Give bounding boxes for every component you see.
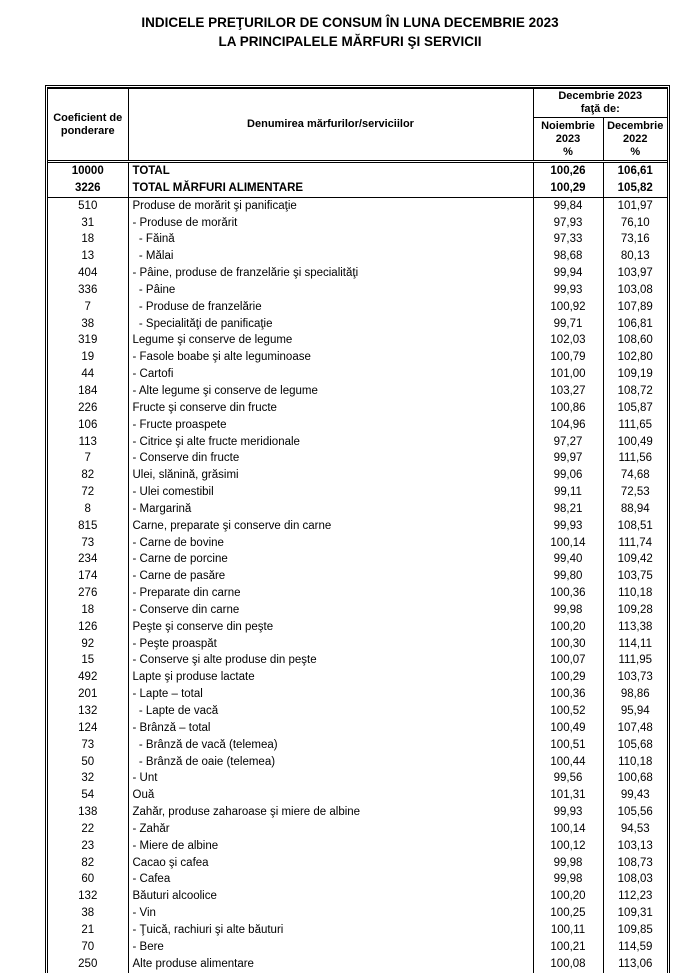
name-cell: - Brânză de vacă (telemea): [128, 737, 533, 754]
dec-value-cell: 100,68: [603, 770, 667, 787]
table-row: [48, 568, 667, 585]
dec-value-cell: 113,38: [603, 619, 667, 636]
dec-value-cell: 101,97: [603, 197, 667, 214]
weight-cell: 106: [48, 417, 128, 434]
nov-value-cell: 100,11: [533, 922, 603, 939]
table-row: [48, 905, 667, 922]
name-cell: - Fructe proaspete: [128, 417, 533, 434]
nov-value-cell: 100,36: [533, 686, 603, 703]
weight-cell: 38: [48, 316, 128, 333]
weight-cell: 18: [48, 602, 128, 619]
table-row: [48, 231, 667, 248]
nov-value-cell: 100,21: [533, 939, 603, 956]
dec-value-cell: 103,13: [603, 838, 667, 855]
table-row: [48, 265, 667, 282]
dec-header-line-1: Decembrie: [607, 119, 664, 132]
weight-cell: 72: [48, 484, 128, 501]
weight-cell: 32: [48, 770, 128, 787]
table-row: [48, 248, 667, 265]
weight-cell: 44: [48, 366, 128, 383]
table-row: [48, 636, 667, 653]
dec-value-cell: 109,31: [603, 905, 667, 922]
nov-value-cell: 99,93: [533, 804, 603, 821]
name-cell: - Peşte proaspăt: [128, 636, 533, 653]
nov-header-line-2: 2023: [555, 132, 581, 145]
nov-value-cell: 100,20: [533, 619, 603, 636]
weight-cell: 38: [48, 905, 128, 922]
weight-cell: 234: [48, 551, 128, 568]
table-row: [48, 215, 667, 232]
name-cell: Ulei, slănină, grăsimi: [128, 467, 533, 484]
dec-value-cell: 105,68: [603, 737, 667, 754]
nov-value-cell: 100,26: [533, 162, 603, 180]
name-cell: - Pâine, produse de franzelărie şi specialităţi: [128, 265, 533, 282]
nov-value-cell: 99,98: [533, 602, 603, 619]
table-row: [48, 871, 667, 888]
nov-value-cell: 100,36: [533, 585, 603, 602]
nov-value-cell: 99,71: [533, 316, 603, 333]
table-row: [48, 366, 667, 383]
nov-value-cell: 99,84: [533, 197, 603, 214]
weight-cell: 15: [48, 652, 128, 669]
dec-value-cell: 113,06: [603, 956, 667, 973]
weight-cell: 31: [48, 215, 128, 232]
table-row: [48, 888, 667, 905]
dec-value-cell: 105,56: [603, 804, 667, 821]
name-cell: - Lapte – total: [128, 686, 533, 703]
dec-value-cell: 107,89: [603, 299, 667, 316]
weight-cell: 21: [48, 922, 128, 939]
name-cell: - Ţuică, rachiuri şi alte băuturi: [128, 922, 533, 939]
nov-value-cell: 97,33: [533, 231, 603, 248]
weight-cell: 60: [48, 871, 128, 888]
weight-cell: 82: [48, 467, 128, 484]
dec-value-cell: 103,08: [603, 282, 667, 299]
name-cell: - Carne de bovine: [128, 535, 533, 552]
weight-cell: 3226: [48, 180, 128, 197]
dec-value-cell: 111,65: [603, 417, 667, 434]
weight-cell: 92: [48, 636, 128, 653]
table-row: [48, 821, 667, 838]
name-cell: - Produse de franzelărie: [128, 299, 533, 316]
nov-value-cell: 99,94: [533, 265, 603, 282]
nov-value-cell: 100,07: [533, 652, 603, 669]
table-row: [48, 332, 667, 349]
dec-value-cell: 111,74: [603, 535, 667, 552]
dec-value-cell: 108,73: [603, 855, 667, 872]
nov-value-cell: 99,93: [533, 282, 603, 299]
table-row: [48, 669, 667, 686]
dec-column-header: [603, 118, 667, 162]
nov-value-cell: 100,92: [533, 299, 603, 316]
weight-cell: 492: [48, 669, 128, 686]
name-cell: TOTAL: [128, 162, 533, 180]
name-cell: - Vin: [128, 905, 533, 922]
nov-value-cell: 99,97: [533, 450, 603, 467]
weight-cell: 138: [48, 804, 128, 821]
table-row: [48, 197, 667, 214]
table-body: [48, 162, 667, 973]
dec-value-cell: 108,03: [603, 871, 667, 888]
weight-cell: 174: [48, 568, 128, 585]
name-cell: Peşte şi conserve din peşte: [128, 619, 533, 636]
table-row: [48, 400, 667, 417]
nov-value-cell: 104,96: [533, 417, 603, 434]
nov-value-cell: 99,98: [533, 871, 603, 888]
nov-value-cell: 99,40: [533, 551, 603, 568]
nov-value-cell: 100,25: [533, 905, 603, 922]
name-column-header: [128, 89, 533, 162]
weight-cell: 510: [48, 197, 128, 214]
table-row: [48, 162, 667, 180]
table-row: [48, 652, 667, 669]
weight-cell: 82: [48, 855, 128, 872]
dec-value-cell: 103,73: [603, 669, 667, 686]
dec-value-cell: 95,94: [603, 703, 667, 720]
table-row: [48, 349, 667, 366]
table-row: [48, 180, 667, 197]
page-title: [0, 13, 700, 51]
nov-header-line-3: %: [563, 145, 573, 158]
table-row: [48, 703, 667, 720]
dec-value-cell: 105,87: [603, 400, 667, 417]
weight-cell: 18: [48, 231, 128, 248]
weight-cell: 13: [48, 248, 128, 265]
weight-cell: 54: [48, 787, 128, 804]
dec-value-cell: 102,80: [603, 349, 667, 366]
dec-value-cell: 108,60: [603, 332, 667, 349]
name-cell: - Făină: [128, 231, 533, 248]
title-line-1: INDICELE PREŢURILOR DE CONSUM ÎN LUNA DECEMBRIE 2023: [141, 15, 559, 30]
dec-value-cell: 114,59: [603, 939, 667, 956]
dec-value-cell: 98,86: [603, 686, 667, 703]
name-cell: - Lapte de vacă: [128, 703, 533, 720]
nov-value-cell: 99,93: [533, 518, 603, 535]
period-group-header: [533, 89, 667, 118]
name-cell: - Carne de porcine: [128, 551, 533, 568]
dec-value-cell: 94,53: [603, 821, 667, 838]
weight-column-header: [48, 89, 128, 162]
nov-value-cell: 100,86: [533, 400, 603, 417]
table-row: [48, 838, 667, 855]
weight-cell: 124: [48, 720, 128, 737]
weight-cell: 336: [48, 282, 128, 299]
nov-value-cell: 99,80: [533, 568, 603, 585]
nov-value-cell: 100,44: [533, 754, 603, 771]
table-row: [48, 619, 667, 636]
name-cell: - Miere de albine: [128, 838, 533, 855]
weight-cell: 7: [48, 299, 128, 316]
weight-cell: 8: [48, 501, 128, 518]
nov-value-cell: 100,52: [533, 703, 603, 720]
dec-value-cell: 72,53: [603, 484, 667, 501]
dec-header-line-3: %: [630, 145, 641, 158]
table-row: [48, 939, 667, 956]
table-row: [48, 754, 667, 771]
dec-value-cell: 114,11: [603, 636, 667, 653]
table-row: [48, 855, 667, 872]
weight-cell: 113: [48, 434, 128, 451]
dec-value-cell: 107,48: [603, 720, 667, 737]
dec-value-cell: 74,68: [603, 467, 667, 484]
nov-header-line-1: Noiembrie: [541, 119, 595, 132]
dec-value-cell: 109,19: [603, 366, 667, 383]
weight-cell: 73: [48, 535, 128, 552]
name-cell: - Conserve şi alte produse din peşte: [128, 652, 533, 669]
name-cell: Lapte şi produse lactate: [128, 669, 533, 686]
table-row: [48, 467, 667, 484]
table-row: [48, 383, 667, 400]
nov-value-cell: 100,51: [533, 737, 603, 754]
nov-value-cell: 99,06: [533, 467, 603, 484]
name-cell: Legume şi conserve de legume: [128, 332, 533, 349]
name-cell: Zahăr, produse zaharoase şi miere de albine: [128, 804, 533, 821]
dec-value-cell: 109,28: [603, 602, 667, 619]
table-row: [48, 737, 667, 754]
name-cell: Băuturi alcoolice: [128, 888, 533, 905]
name-cell: Produse de morărit şi panificaţie: [128, 197, 533, 214]
weight-cell: 73: [48, 737, 128, 754]
dec-value-cell: 108,51: [603, 518, 667, 535]
table-row: [48, 535, 667, 552]
name-cell: Alte produse alimentare: [128, 956, 533, 973]
weight-cell: 250: [48, 956, 128, 973]
name-cell: - Specialităţi de panificaţie: [128, 316, 533, 333]
weight-cell: 70: [48, 939, 128, 956]
weight-cell: 319: [48, 332, 128, 349]
nov-value-cell: 100,12: [533, 838, 603, 855]
nov-value-cell: 98,68: [533, 248, 603, 265]
name-cell: - Pâine: [128, 282, 533, 299]
name-cell: - Brânză – total: [128, 720, 533, 737]
weight-cell: 23: [48, 838, 128, 855]
table-row: [48, 417, 667, 434]
name-cell: - Alte legume şi conserve de legume: [128, 383, 533, 400]
dec-value-cell: 76,10: [603, 215, 667, 232]
name-cell: Fructe şi conserve din fructe: [128, 400, 533, 417]
table-row: [48, 585, 667, 602]
weight-cell: 50: [48, 754, 128, 771]
table-row: [48, 956, 667, 973]
weight-cell: 184: [48, 383, 128, 400]
name-cell: - Cartofi: [128, 366, 533, 383]
weight-header-label: Coeficient de ponderare: [53, 112, 123, 137]
dec-value-cell: 111,56: [603, 450, 667, 467]
nov-value-cell: 98,21: [533, 501, 603, 518]
dec-value-cell: 106,61: [603, 162, 667, 180]
weight-cell: 22: [48, 821, 128, 838]
weight-cell: 276: [48, 585, 128, 602]
name-cell: - Brânză de oaie (telemea): [128, 754, 533, 771]
table-row: [48, 551, 667, 568]
weight-cell: 132: [48, 888, 128, 905]
dec-value-cell: 112,23: [603, 888, 667, 905]
name-cell: - Zahăr: [128, 821, 533, 838]
nov-value-cell: 97,27: [533, 434, 603, 451]
group-header-line-1: Decembrie 2023: [558, 90, 643, 102]
nov-value-cell: 100,14: [533, 535, 603, 552]
weight-cell: 226: [48, 400, 128, 417]
dec-value-cell: 111,95: [603, 652, 667, 669]
nov-value-cell: 100,29: [533, 180, 603, 197]
dec-value-cell: 109,85: [603, 922, 667, 939]
name-cell: - Unt: [128, 770, 533, 787]
nov-value-cell: 99,98: [533, 855, 603, 872]
table-row: [48, 922, 667, 939]
nov-value-cell: 101,31: [533, 787, 603, 804]
nov-value-cell: 99,56: [533, 770, 603, 787]
nov-value-cell: 103,27: [533, 383, 603, 400]
table-row: [48, 450, 667, 467]
name-cell: - Produse de morărit: [128, 215, 533, 232]
table-row: [48, 770, 667, 787]
table-row: [48, 602, 667, 619]
name-cell: - Carne de pasăre: [128, 568, 533, 585]
weight-cell: 10000: [48, 162, 128, 180]
name-cell: - Fasole boabe şi alte leguminoase: [128, 349, 533, 366]
name-cell: - Citrice şi alte fructe meridionale: [128, 434, 533, 451]
table-row: [48, 484, 667, 501]
name-cell: - Conserve din fructe: [128, 450, 533, 467]
name-header-label: Denumirea mărfurilor/serviciilor: [247, 118, 414, 131]
group-header-line-2: faţă de:: [580, 103, 620, 115]
nov-value-cell: 100,79: [533, 349, 603, 366]
nov-value-cell: 100,20: [533, 888, 603, 905]
title-line-2: LA PRINCIPALELE MĂRFURI ŞI SERVICII: [218, 34, 482, 49]
name-cell: - Mălai: [128, 248, 533, 265]
name-cell: - Cafea: [128, 871, 533, 888]
weight-cell: 19: [48, 349, 128, 366]
nov-value-cell: 100,49: [533, 720, 603, 737]
name-cell: Ouă: [128, 787, 533, 804]
weight-cell: 126: [48, 619, 128, 636]
weight-cell: 7: [48, 450, 128, 467]
dec-value-cell: 80,13: [603, 248, 667, 265]
name-cell: - Ulei comestibil: [128, 484, 533, 501]
table-row: [48, 282, 667, 299]
name-cell: Cacao şi cafea: [128, 855, 533, 872]
table-row: [48, 720, 667, 737]
dec-value-cell: 110,18: [603, 585, 667, 602]
weight-cell: 132: [48, 703, 128, 720]
nov-value-cell: 100,30: [533, 636, 603, 653]
dec-value-cell: 108,72: [603, 383, 667, 400]
table-row: [48, 686, 667, 703]
name-cell: Carne, preparate şi conserve din carne: [128, 518, 533, 535]
table-row: [48, 299, 667, 316]
dec-value-cell: 106,81: [603, 316, 667, 333]
table-row: [48, 804, 667, 821]
dec-value-cell: 88,94: [603, 501, 667, 518]
dec-value-cell: 73,16: [603, 231, 667, 248]
dec-value-cell: 99,43: [603, 787, 667, 804]
dec-value-cell: 103,97: [603, 265, 667, 282]
price-index-table: [45, 85, 670, 973]
nov-value-cell: 102,03: [533, 332, 603, 349]
name-cell: TOTAL MĂRFURI ALIMENTARE: [128, 180, 533, 197]
nov-value-cell: 100,08: [533, 956, 603, 973]
nov-column-header: [533, 118, 603, 162]
name-cell: - Margarină: [128, 501, 533, 518]
weight-cell: 201: [48, 686, 128, 703]
table-row: [48, 501, 667, 518]
table-row: [48, 518, 667, 535]
name-cell: - Bere: [128, 939, 533, 956]
dec-value-cell: 110,18: [603, 754, 667, 771]
name-cell: - Conserve din carne: [128, 602, 533, 619]
dec-value-cell: 100,49: [603, 434, 667, 451]
nov-value-cell: 100,29: [533, 669, 603, 686]
name-cell: - Preparate din carne: [128, 585, 533, 602]
table-row: [48, 434, 667, 451]
nov-value-cell: 99,11: [533, 484, 603, 501]
table-row: [48, 316, 667, 333]
nov-value-cell: 101,00: [533, 366, 603, 383]
dec-header-line-2: 2022: [623, 132, 648, 145]
table-row: [48, 787, 667, 804]
nov-value-cell: 100,14: [533, 821, 603, 838]
nov-value-cell: 97,93: [533, 215, 603, 232]
dec-value-cell: 103,75: [603, 568, 667, 585]
dec-value-cell: 105,82: [603, 180, 667, 197]
weight-cell: 404: [48, 265, 128, 282]
weight-cell: 815: [48, 518, 128, 535]
dec-value-cell: 109,42: [603, 551, 667, 568]
